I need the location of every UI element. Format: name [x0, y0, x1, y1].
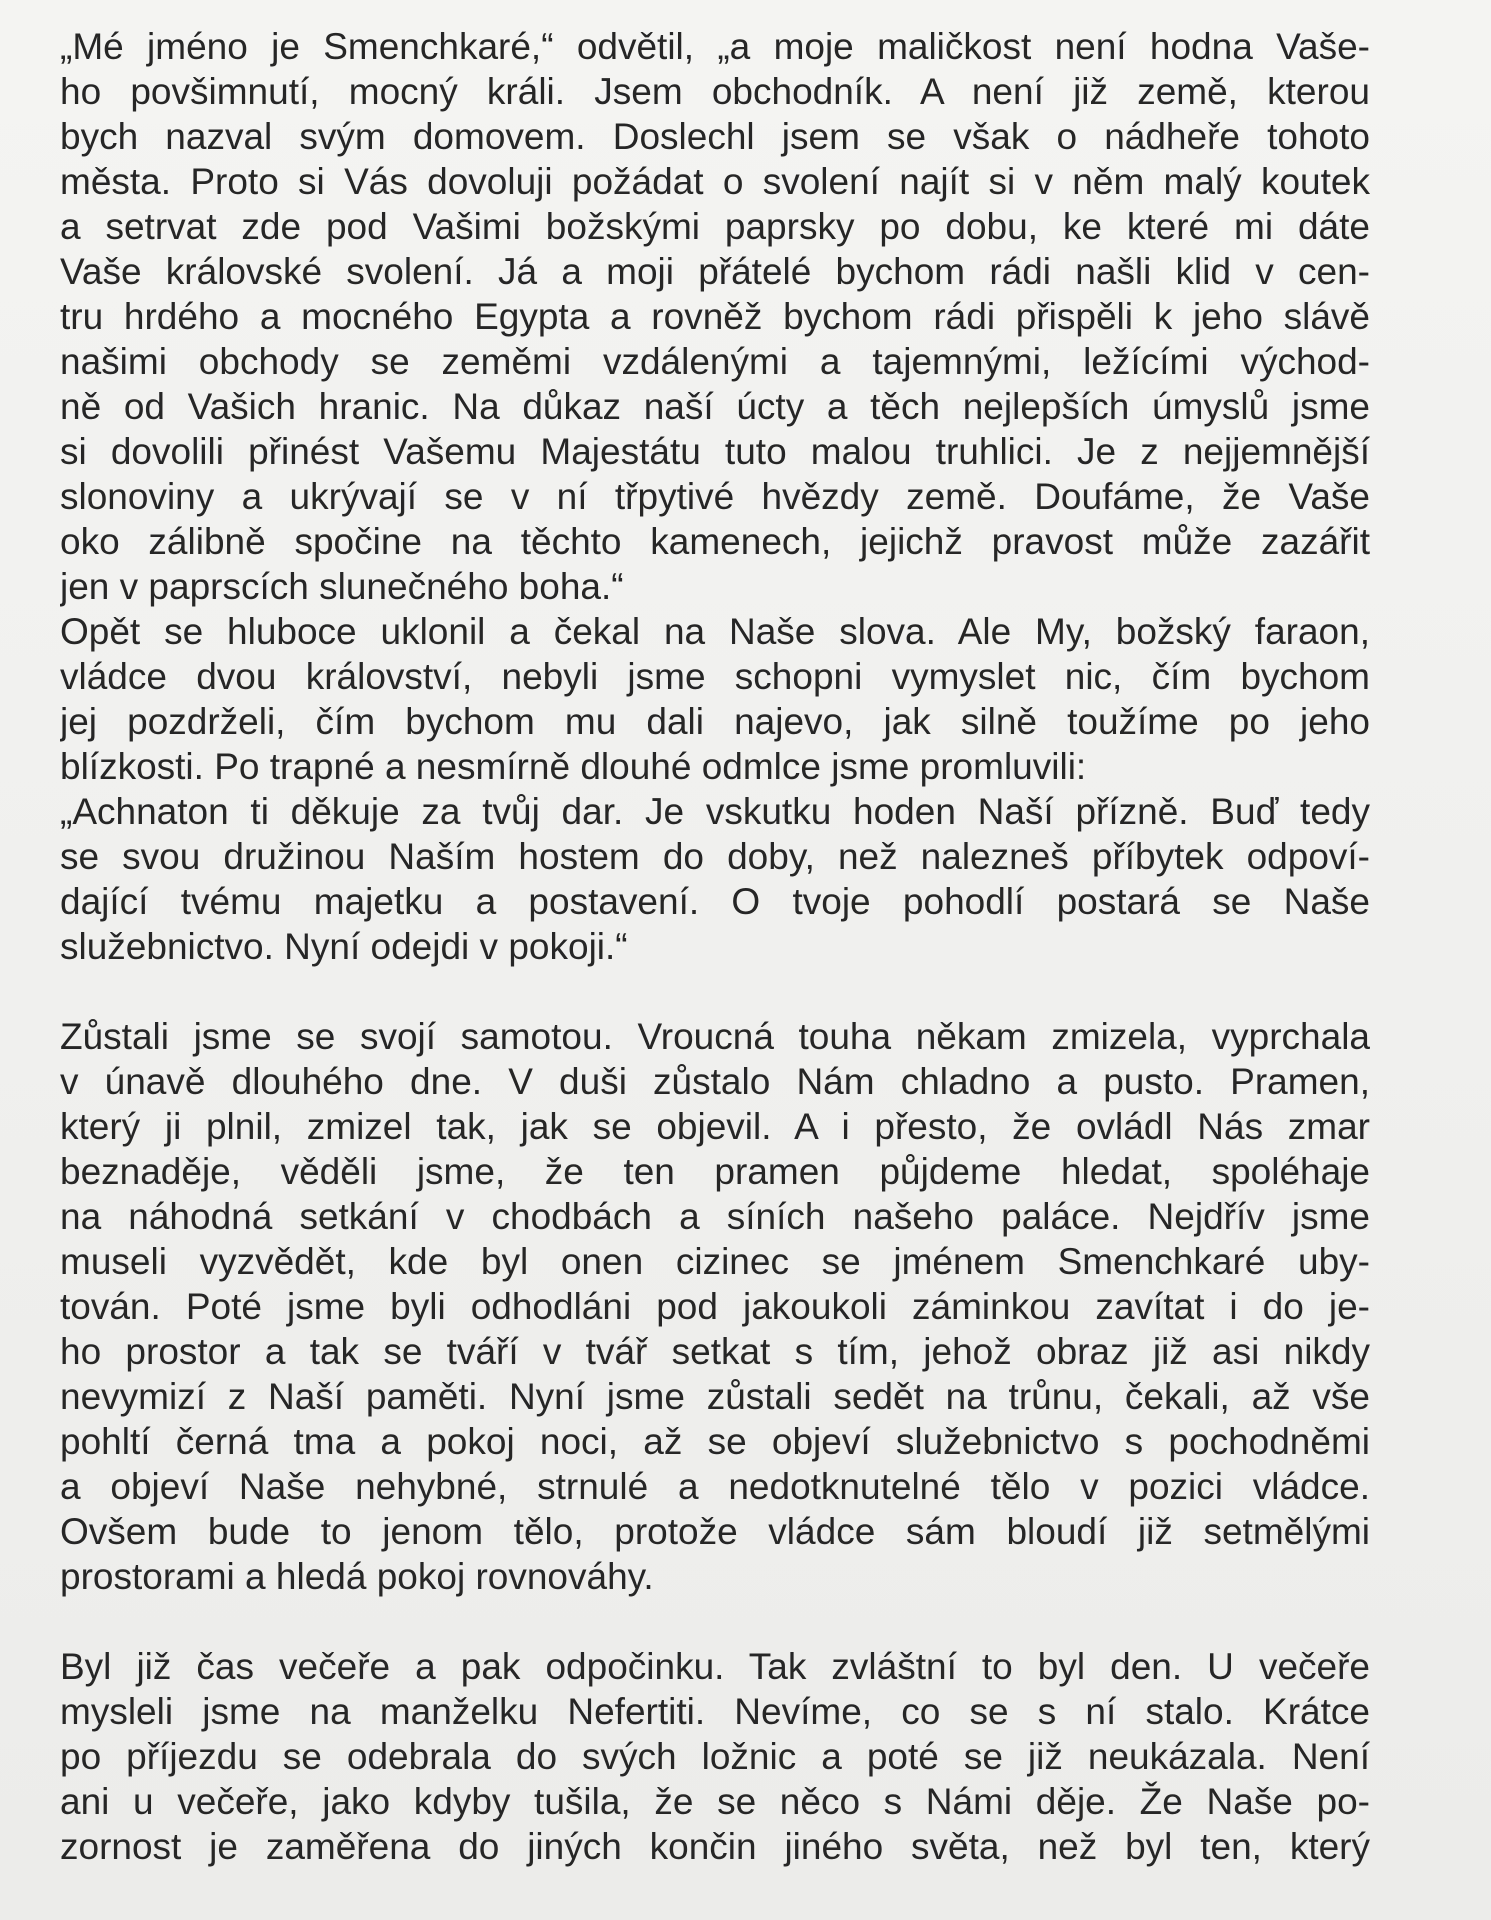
- text-line: ani u večeře, jako kdyby tušila, že se něco s Námi děje. Že Naše po-: [60, 1781, 1370, 1822]
- text-line: Byl již čas večeře a pak odpočinku. Tak zvláštní to byl den. U večeře: [60, 1646, 1370, 1687]
- paragraph-gap: [60, 969, 1370, 1014]
- text-line: zornost je zaměřena do jiných končin jiného světa, než byl ten, který: [60, 1826, 1370, 1867]
- text-line: služebnictvo. Nyní odejdi v pokoji.“: [60, 926, 628, 967]
- text-line: „Mé jméno je Smenchkaré,“ odvětil, „a moje maličkost není hodna Vaše-: [60, 26, 1370, 67]
- paragraph: [60, 789, 1370, 969]
- text-line: jen v paprscích slunečného boha.“: [60, 566, 624, 607]
- text-line: na náhodná setkání v chodbách a síních našeho paláce. Nejdřív jsme: [60, 1196, 1370, 1237]
- text-line: prostorami a hledá pokoj rovnováhy.: [60, 1556, 654, 1597]
- text-line: Vaše královské svolení. Já a moji přátelé bychom rádi našli klid v cen-: [60, 251, 1370, 292]
- text-line: pohltí černá tma a pokoj noci, až se objeví služebnictvo s pochodněmi: [60, 1421, 1370, 1462]
- text-line: vládce dvou království, nebyli jsme schopni vymyslet nic, čím bychom: [60, 656, 1370, 697]
- text-line: a objeví Naše nehybné, strnulé a nedotknutelné tělo v pozici vládce.: [60, 1466, 1370, 1507]
- text-line: v únavě dlouhého dne. V duši zůstalo Nám chladno a pusto. Pramen,: [60, 1061, 1370, 1102]
- text-line: „Achnaton ti děkuje za tvůj dar. Je vskutku hoden Naší přízně. Buď tedy: [60, 791, 1370, 832]
- text-line: slonoviny a ukrývají se v ní třpytivé hvězdy země. Doufáme, že Vaše: [60, 476, 1370, 517]
- text-line: ně od Vašich hranic. Na důkaz naší úcty a těch nejlepších úmyslů jsme: [60, 386, 1370, 427]
- text-line: dající tvému majetku a postavení. O tvoje pohodlí postará se Naše: [60, 881, 1370, 922]
- paragraph: [60, 1014, 1370, 1599]
- text-line: města. Proto si Vás dovoluji požádat o svolení najít si v něm malý koutek: [60, 161, 1370, 202]
- text-line: museli vyzvědět, kde byl onen cizinec se jménem Smenchkaré uby-: [60, 1241, 1370, 1282]
- text-line: ho povšimnutí, mocný králi. Jsem obchodník. A není již země, kterou: [60, 71, 1370, 112]
- paragraph: [60, 24, 1370, 609]
- text-line: blízkosti. Po trapné a nesmírně dlouhé odmlce jsme promluvili:: [60, 746, 1087, 787]
- text-line: tru hrdého a mocného Egypta a rovněž bychom rádi přispěli k jeho slávě: [60, 296, 1370, 337]
- text-line: našimi obchody se zeměmi vzdálenými a tajemnými, ležícími východ-: [60, 341, 1370, 382]
- paragraph: [60, 609, 1370, 789]
- text-line: a setrvat zde pod Vašimi božskými paprsky po dobu, ke které mi dáte: [60, 206, 1370, 247]
- text-line: mysleli jsme na manželku Nefertiti. Nevíme, co se s ní stalo. Krátce: [60, 1691, 1370, 1732]
- text-line: si dovolili přinést Vašemu Majestátu tuto malou truhlici. Je z nejjemnější: [60, 431, 1370, 472]
- text-line: bych nazval svým domovem. Doslechl jsem se však o nádheře tohoto: [60, 116, 1370, 157]
- text-line: jej pozdrželi, čím bychom mu dali najevo, jak silně toužíme po jeho: [60, 701, 1370, 742]
- text-line: se svou družinou Naším hostem do doby, než nalezneš příbytek odpoví-: [60, 836, 1370, 877]
- text-line: ho prostor a tak se tváří v tvář setkat s tím, jehož obraz již asi nikdy: [60, 1331, 1370, 1372]
- paragraph-gap: [60, 1599, 1370, 1644]
- text-line: Zůstali jsme se svojí samotou. Vroucná touha někam zmizela, vyprchala: [60, 1016, 1370, 1057]
- text-line: beznaděje, věděli jsme, že ten pramen půjdeme hledat, spoléhaje: [60, 1151, 1370, 1192]
- text-line: po příjezdu se odebrala do svých ložnic a poté se již neukázala. Není: [60, 1736, 1370, 1777]
- book-text: [60, 24, 1370, 1869]
- paragraph: [60, 1644, 1370, 1869]
- text-line: nevymizí z Naší paměti. Nyní jsme zůstali sedět na trůnu, čekali, až vše: [60, 1376, 1370, 1417]
- text-line: tován. Poté jsme byli odhodláni pod jakoukoli záminkou zavítat i do je-: [60, 1286, 1370, 1327]
- text-line: který ji plnil, zmizel tak, jak se objevil. A i přesto, že ovládl Nás zmar: [60, 1106, 1370, 1147]
- text-line: Ovšem bude to jenom tělo, protože vládce sám bloudí již setmělými: [60, 1511, 1370, 1552]
- text-line: Opět se hluboce uklonil a čekal na Naše slova. Ale My, božský faraon,: [60, 611, 1370, 652]
- text-line: oko zálibně spočine na těchto kamenech, jejichž pravost může zazářit: [60, 521, 1370, 562]
